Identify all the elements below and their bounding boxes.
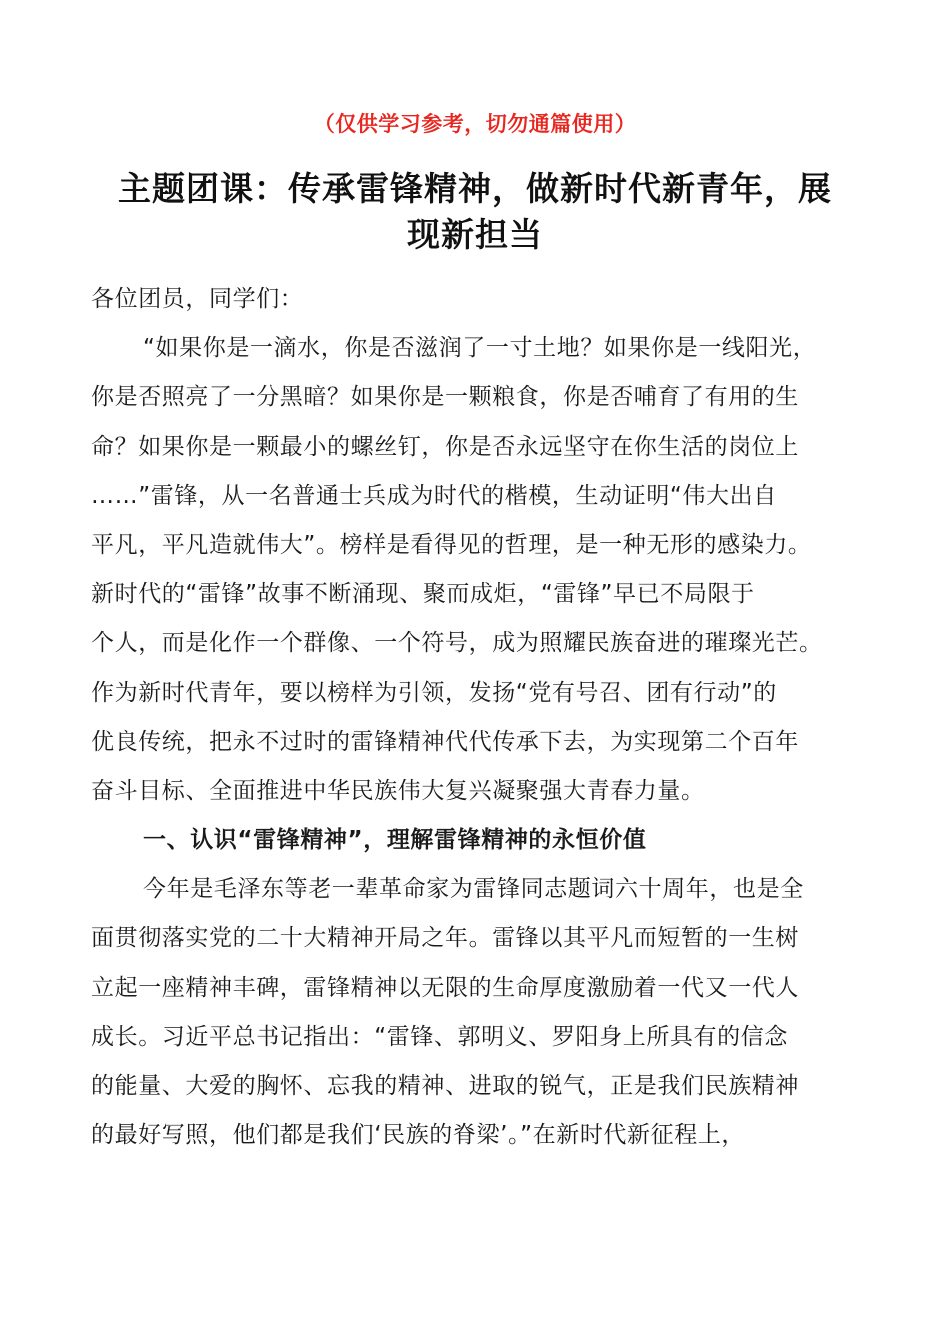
title-line: 主题团课：传承雷锋精神，做新时代新青年，展 (118, 169, 832, 208)
document-body (91, 281, 863, 1166)
paragraph-line: 成长。习近平总书记指出：“雷锋、郭明义、罗阳身上所具有的信念 (91, 1023, 788, 1050)
paragraph-line: “如果你是一滴水，你是否滋润了一寸土地？如果你是一线阳光， (143, 335, 817, 362)
paragraph-line: ……”雷锋，从一名普通士兵成为时代的楷模，生动证明“伟大出自 (91, 482, 777, 509)
paragraph-line: 的最好写照，他们都是我们‘民族的脊梁’。”在新时代新征程上， (91, 1122, 746, 1149)
paragraph-line: 新时代的“雷锋”故事不断涌现、聚而成炬，“雷锋”早已不局限于 (91, 581, 755, 608)
title-line: 现新担当 (407, 215, 543, 254)
paragraph-line: 作为新时代青年，要以榜样为引领，发扬“党有号召、团有行动”的 (91, 679, 777, 706)
paragraph-intro (91, 330, 863, 822)
document-title (92, 166, 858, 258)
usage-notice: （仅供学习参考，切勿通篇使用） (313, 112, 637, 136)
greeting: 各位团员，同学们： (91, 286, 304, 312)
paragraph-line: 今年是毛泽东等老一辈革命家为雷锋同志题词六十周年，也是全 (143, 876, 804, 903)
paragraph-line: 面贯彻落实党的二十大精神开局之年。雷锋以其平凡而短暂的一生树 (91, 925, 799, 952)
paragraph-line: 个人，而是化作一个群像、一个符号，成为照耀民族奋进的璀璨光芒。 (91, 630, 823, 657)
paragraph-line: 优良传统，把永不过时的雷锋精神代代传承下去，为实现第二个百年 (91, 728, 799, 755)
paragraph-line: 命？如果你是一颗最小的螺丝钉，你是否永远坚守在你生活的岗位上 (91, 433, 799, 460)
paragraph-line: 奋斗目标、全面推进中华民族伟大复兴凝聚强大青春力量。 (91, 777, 705, 804)
paragraph-section1 (91, 871, 863, 1166)
paragraph-line: 立起一座精神丰碑，雷锋精神以无限的生命厚度激励着一代又一代人 (91, 974, 799, 1001)
section-heading: 一、认识“雷锋精神”，理解雷锋精神的永恒价值 (143, 827, 647, 854)
paragraph-line: 你是否照亮了一分黑暗？如果你是一颗粮食，你是否哺育了有用的生 (91, 384, 799, 411)
paragraph-line: 的能量、大爱的胸怀、忘我的精神、进取的锐气，正是我们民族精神 (91, 1073, 799, 1099)
paragraph-line: 平凡，平凡造就伟大”。榜样是看得见的哲理，是一种无形的感染力。 (91, 531, 812, 558)
